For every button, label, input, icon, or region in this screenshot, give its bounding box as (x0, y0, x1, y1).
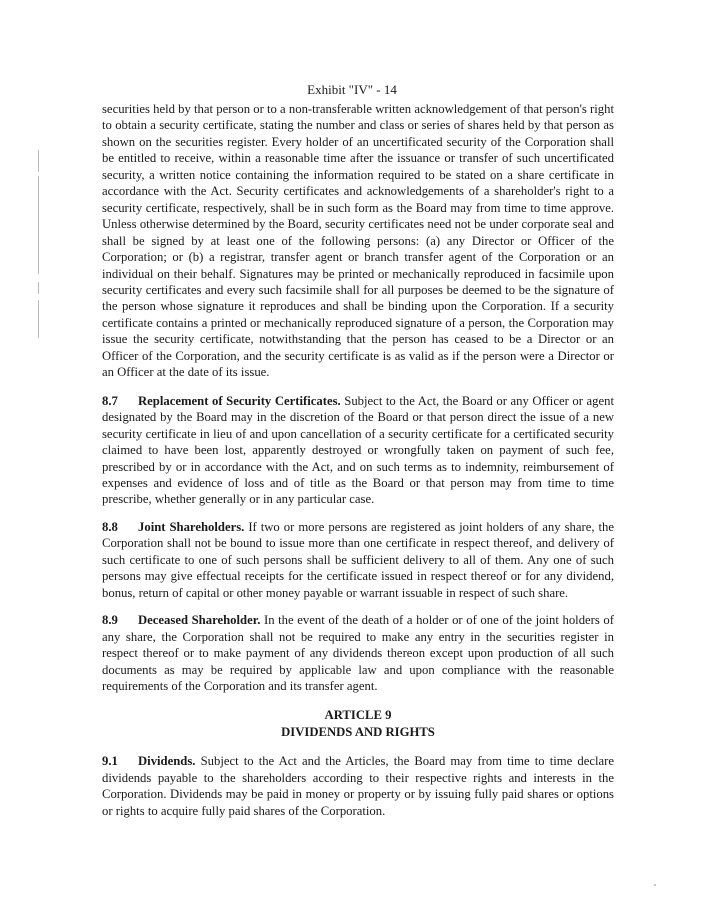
section-heading: Joint Shareholders. (138, 519, 245, 534)
section-text: Subject to the Act and the Articles, the Board may from time to time declare dividends payable to the shareholders according to their respective rights and interests in the Corporation. Dividends may be paid in money or property or by issuing fully paid shares or options or rights to acquire fully paid shares of the Corporation. (102, 754, 615, 818)
section-8-7 (102, 393, 614, 508)
section-text: If two or more persons are registered as joint holders of any share, the Corporation shall not be bound to issue more than one certificate in respect thereof, and delivery of such certificate to one of such persons shall be sufficient delivery to all of them. Any one of such persons may give effectual receipts for the certificate issued in respect thereof or for any dividend, bonus, return of capital or other money payable or warrant issuable in respect of such share. (102, 519, 614, 600)
scan-margin-line (38, 282, 39, 294)
intro-paragraph: securities held by that person or to a non-transferable written acknowledgement of that person's right to obtain a security certificate, stating the number and class or series of shares held by that person as shown on the securities register. Every holder of an uncertificated security of the Corporation shall be entitled to receive, within a reasonable time after the issuance or transfer of such uncertificated security, a written notice containing the information required to be stated on a share certificate in accordance with the Act. Security certificates and acknowledgements of a shareholder's right to a security certificate, respectively, shall be in such form as the Board may from time to time approve. Unless otherwise determined by the Board, security certificates need not be under corporate seal and shall be signed by at least one of the following persons: (a) any Director or Officer of the Corporation; or (b) a registrar, transfer agent or branch transfer agent of the Corporation or an individual on their behalf. Signatures may be printed or mechanically reproduced in facsimile upon security certificates and every such facsimile shall for all purposes be deemed to be the signature of the person whose signature it reproduces and shall be binding upon the Corporation. If a security certificate contains a printed or mechanically reproduced signature of a person, the Corporation may issue the security certificate, notwithstanding that the person has ceased to be a Director or an Officer of the Corporation, and the security certificate is as valid as if the person were a Director or an Officer at the date of its issue. (102, 102, 614, 380)
section-heading: Dividends. (138, 754, 196, 769)
section-text: Subject to the Act, the Board or any Officer or agent designated by the Board may in the discretion of the Board or that person direct the issue of a new security certificate in lieu of and upon cancellation of a security certificate for a certificated security claimed to have been lost, apparently destroyed or wrongfully taken on payment of such fee, prescribed by or in accordance with the Act, and on such terms as to indemnity, reimbursement of expenses and evidence of loss and of title as the Board or that person may from time to time prescribe, whether generally or in any particular case. (102, 393, 614, 507)
section-8-8 (102, 519, 614, 601)
article-heading (102, 707, 614, 741)
document-body (102, 101, 614, 830)
scan-margin-line (38, 176, 39, 274)
section-heading: Replacement of Security Certificates. (138, 393, 341, 408)
section-heading: Deceased Shareholder. (138, 613, 261, 628)
scan-speck (654, 884, 656, 886)
section-text: In the event of the death of a holder or of one of the joint holders of any share, the Corporation shall not be required to make any entry in the securities register in respect thereof or to make payment of any dividends thereon except upon production of all such documents as may be required by applicable law and upon compliance with the reasonable requirements of the Corporation and its transfer agent. (102, 613, 615, 693)
section-number: 8.8 (102, 519, 118, 534)
section-number: 8.7 (102, 393, 118, 408)
page-header: Exhibit "IV" - 14 (307, 82, 397, 97)
section-number: 8.9 (102, 613, 118, 628)
scan-margin-line (38, 300, 39, 338)
article-number: ARTICLE 9 (324, 708, 392, 723)
section-number: 9.1 (102, 754, 118, 769)
section-9-1 (102, 753, 614, 819)
section-8-9 (102, 612, 614, 694)
scan-margin-line (38, 150, 39, 172)
article-title: DIVIDENDS AND RIGHTS (281, 725, 435, 740)
